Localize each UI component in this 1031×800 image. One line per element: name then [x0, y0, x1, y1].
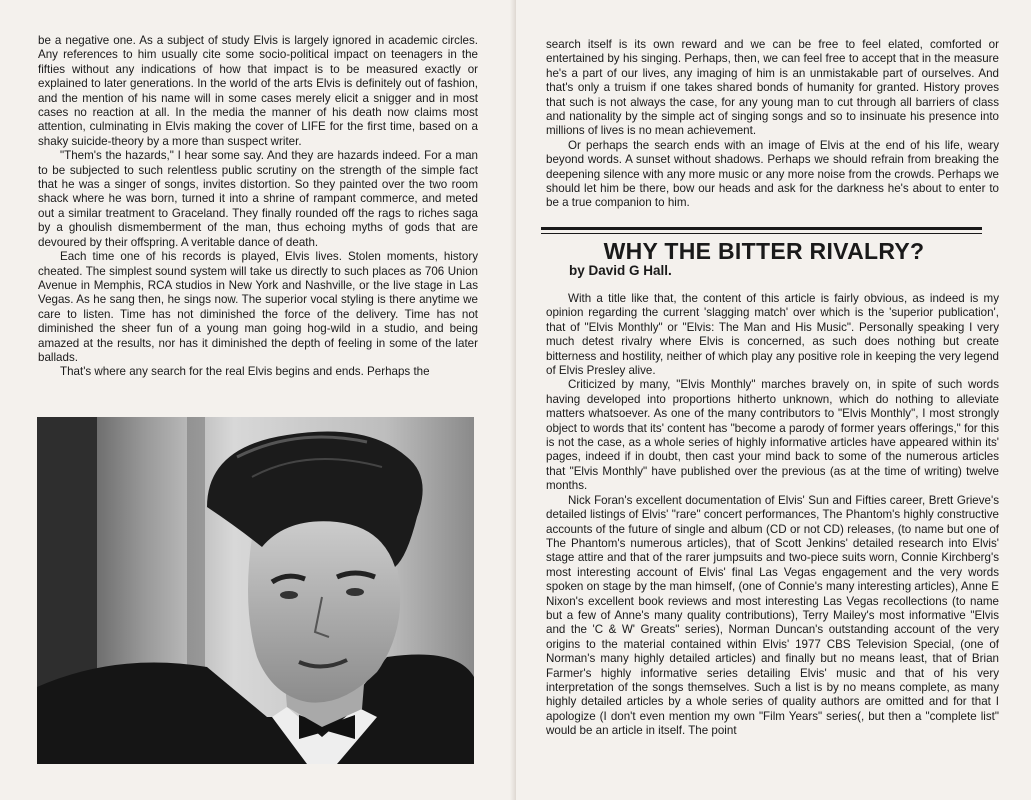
article-headline: WHY THE BITTER RIVALRY? [603, 238, 925, 264]
left-text-column [38, 34, 478, 380]
left-paragraph: That's where any search for the real Elvis begins and ends. Perhaps the [60, 365, 430, 379]
left-page [0, 0, 514, 800]
left-paragraph: be a negative one. As a subject of study Elvis is largely ignored in academic circles. Any references to him usually cite some socio-political impact on teenagers in the fifties without any indications of how that impact is to be measured exactly or explained to later generations. In the world of the arts Elvis is definitely out of fashion, and the mention of his name will in some cases merely elicit a snigger and in most cases no reaction at all. In the media the manner of his death now claims most attention, culminating in Elvis making the cover of LIFE for the first time, based on a shaky suicide-theory by a more than suspect writer. [38, 34, 478, 148]
right-paragraph: Or perhaps the search ends with an image of Elvis at the end of his life, weary beyond words. A sunset without shadows. Perhaps we should refrain from breaking the deepening silence with any more music or any more noise from the crowds. Perhaps we should let him be there, bow our heads and ask for the darkness he's about to enter to be a true companion to him. [546, 138, 999, 210]
left-paragraph: Each time one of his records is played, Elvis lives. Stolen moments, history cheated. The simplest sound system will take us directly to such places as 706 Union Avenue in Memphis, RCA studios in New York and Nashville, or the live stage in Las Vegas. As he sang then, he sings now. The superior vocal styling is there anytime we care to listen. Time has not diminished the force of the delivery. Time has not diminished the sheer fun of a young man going hog-wild in a studio, and being amazed at the results, nor has it diminished the depth of feeling in some of the later ballads. [38, 250, 478, 364]
article-text-column [546, 292, 999, 739]
article-paragraph: With a title like that, the content of this article is fairly obvious, as indeed is my opinion regarding the current 'slagging match' over which is the 'superior publication', that of "Elvis Monthly" or "Elvis: The Man and His Music". Personally speaking I very much detest rivalry where Elvis is concerned, as such does nothing but create bitterness and hostility, neither of which play any positive role in keeping the very legend of Elvis Presley alive. [546, 292, 999, 378]
article-paragraph: Criticized by many, "Elvis Monthly" marches bravely on, in spite of such words having developed into proportions hitherto unknown, which do nothing to alleviate matters whatsoever. As one of the many contributors to "Elvis Monthly", I most strongly object to words that its' content has "become a parody of former years offerings," for this is not the case, as a whole series of highly informative articles have appeared within its' pages, indeed if in doubt, then cast your mind back to some of the numerous articles that "Elvis Monthly" have published over the previous (as at the time of writing) twelve months. [546, 378, 999, 493]
right-article-area [516, 0, 1031, 800]
elvis-photo [37, 417, 474, 764]
right-paragraph: search itself is its own reward and we can be free to feel elated, comforted or entertained by his singing. Perhaps, then, we can feel free to accept that in the measure he's a part of our lives, any imaging of him is an unmistakable part of ourselves. And that's only a truism if one takes shared bonds of humanity for granted. History proves that such is not always the case, for any young man to cut through all barriers of class and nationality by the simple act of singing songs and so to insinuate his presence into millions of lives is no mean achievement. [546, 38, 999, 138]
article-paragraph: Nick Foran's excellent documentation of Elvis' Sun and Fifties career, Brett Grieve's detailed listings of Elvis' "rare" concert performances, The Phantom's highly constructive accounts of the future of single and album (CD or not CD) releases, (to name but one of The Phantom's numerous articles), that of Scott Jenkins' detailed research into Elvis' stage attire and that of the rarer jumpsuits and two-piece suits worn, Connie Kirchberg's most interesting account of Elvis' final Las Vegas engagement and the very words spoken on stage by the man himself, (one of Connie's many interesting articles), Anne E Nixon's excellent book reviews and most interesting Las Vegas recollections (to name but a few of Anne's many quality contributions), Terry Mailey's most informative "Elvis and the 'C & W' Greats" series), Norman Duncan's outstanding account of the very origins to the material contained within Elvis' 1977 CBS Television Special, (one of Norman's many highly detailed articles) and finally but no means least, that of Brian Farmer's highly informative series detailing Elvis' music and that of his very interpretation of the songs themselves. Such a list is by no means complete, as many highly detailed articles by a whole series of quality authors are omitted and for that I apologize (I don't even mention my own "Film Years" series(, but then a "complete list" would be an article in itself. The point [546, 493, 999, 738]
left-paragraph: "Them's the hazards," I hear some say. And they are hazards indeed. For a man to be subjected to such relentless public scrutiny on the strength of the simple fact that he was a singer of songs, invites distortion. So they painted over the two room shack where he was born, turned it into a shrine of rampant commerce, and meted out a similar treatment to Graceland. They finally rounded off the rags to riches saga by a ghoulish dismemberment of the man, thus echoing myths of gods that are devoured by their offspring. A veritable dance of death. [38, 149, 478, 249]
article-byline: by David G Hall. [569, 263, 672, 278]
